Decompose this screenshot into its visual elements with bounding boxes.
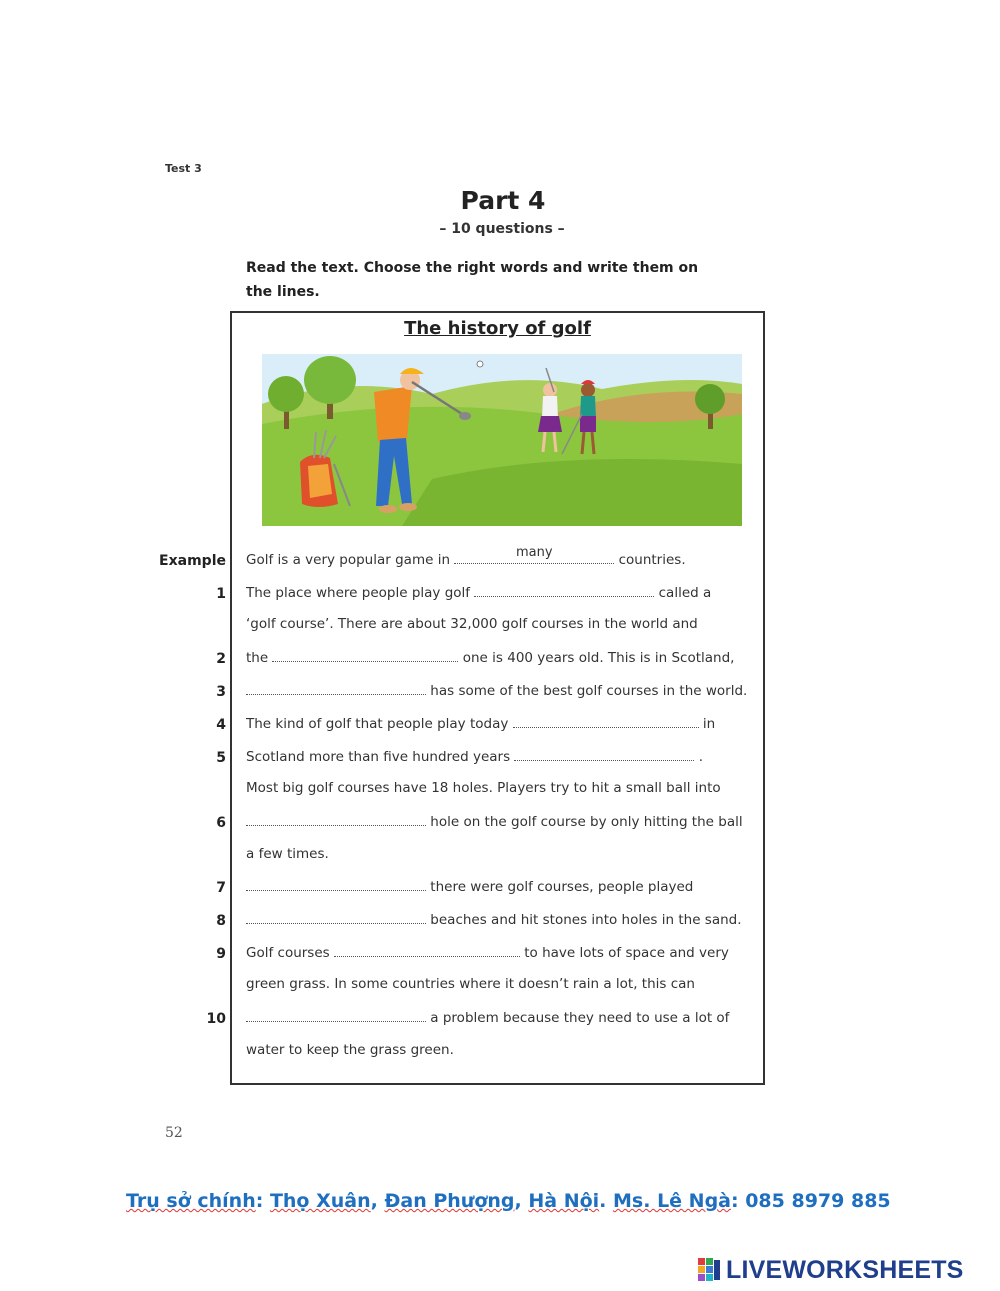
instructions: Read the text. Choose the right words and write them on the lines. bbox=[246, 260, 699, 300]
question-number: 5 bbox=[216, 750, 226, 766]
passage-text: green grass. In some countries where it doesn’t rain a lot, this can bbox=[246, 976, 695, 992]
answer-blank[interactable] bbox=[246, 1009, 426, 1022]
question-number: 7 bbox=[216, 880, 226, 896]
golf-illustration bbox=[262, 354, 742, 526]
answer-blank[interactable] bbox=[334, 944, 520, 957]
liveworksheets-logo-icon bbox=[698, 1258, 722, 1282]
example-answer: many bbox=[516, 545, 553, 560]
passage-text: Golf is a very popular game in bbox=[246, 552, 455, 568]
passage-text: there were golf courses, people played bbox=[426, 879, 694, 895]
passage-line bbox=[246, 649, 766, 666]
answer-blank[interactable] bbox=[513, 715, 699, 728]
question-number: 9 bbox=[216, 946, 226, 962]
answer-blank[interactable] bbox=[246, 813, 426, 826]
passage-text: to have lots of space and very bbox=[519, 945, 729, 961]
passage-line bbox=[246, 878, 766, 895]
passage-text: ‘golf course’. There are about 32,000 golf courses in the world and bbox=[246, 616, 698, 632]
passage-line bbox=[246, 616, 766, 632]
test-label: Test 3 bbox=[165, 162, 202, 175]
answer-blank[interactable] bbox=[514, 748, 694, 761]
answer-blank[interactable] bbox=[272, 649, 458, 662]
passage-line bbox=[246, 944, 766, 961]
question-number: 8 bbox=[216, 913, 226, 929]
passage-line bbox=[246, 682, 766, 699]
passage-text: in bbox=[698, 716, 716, 732]
passage-line bbox=[246, 1042, 766, 1058]
footer-address-part: Hà Nội bbox=[528, 1190, 600, 1212]
part-subtitle: – 10 questions – bbox=[439, 221, 565, 237]
passage-line bbox=[246, 1009, 766, 1026]
footer-address-part: Ms. Lê Ngà bbox=[613, 1190, 731, 1212]
footer-address-part: , bbox=[370, 1190, 385, 1212]
passage-text: The kind of golf that people play today bbox=[246, 716, 513, 732]
question-number: 6 bbox=[216, 815, 226, 831]
passage-text: countries. bbox=[614, 552, 686, 568]
passage-text: Most big golf courses have 18 holes. Players try to hit a small ball into bbox=[246, 780, 721, 796]
passage-text: hole on the golf course by only hitting the ball bbox=[426, 814, 743, 830]
passage-line bbox=[246, 976, 766, 992]
question-number: 10 bbox=[206, 1011, 226, 1027]
answer-blank[interactable] bbox=[246, 878, 426, 891]
passage-text: one is 400 years old. This is in Scotland, bbox=[458, 650, 735, 666]
footer-address-part: Trụ sở chính bbox=[126, 1190, 256, 1212]
answer-blank[interactable] bbox=[246, 682, 426, 695]
golf-ball bbox=[477, 361, 483, 367]
page-number: 52 bbox=[165, 1125, 183, 1141]
passage-text: beaches and hit stones into holes in the sand. bbox=[426, 912, 742, 928]
question-number: 3 bbox=[216, 684, 226, 700]
footer-address-part: Đan Phượng bbox=[384, 1190, 515, 1212]
passage-line bbox=[246, 584, 766, 601]
passage-title: The history of golf bbox=[404, 318, 591, 339]
passage-text: the bbox=[246, 650, 273, 666]
passage-line bbox=[246, 780, 766, 796]
passage-line bbox=[246, 911, 766, 928]
passage-text: a few times. bbox=[246, 846, 329, 862]
passage-line bbox=[246, 545, 766, 568]
passage-line bbox=[246, 748, 766, 765]
part-title: Part 4 bbox=[460, 186, 546, 215]
example-label: Example bbox=[159, 553, 226, 569]
passage-text: has some of the best golf courses in the world. bbox=[426, 683, 748, 699]
footer-address-part: Thọ Xuân bbox=[269, 1190, 371, 1212]
passage-text: called a bbox=[654, 585, 712, 601]
answer-blank[interactable] bbox=[474, 584, 654, 597]
passage-text: water to keep the grass green. bbox=[246, 1042, 454, 1058]
question-number: 2 bbox=[216, 651, 226, 667]
question-number: 1 bbox=[216, 586, 226, 602]
footer-address-part: : 085 8979 885 bbox=[731, 1190, 891, 1212]
passage-text: . bbox=[694, 749, 703, 765]
example-answer-blank bbox=[454, 545, 614, 564]
question-number: 4 bbox=[216, 717, 226, 733]
passage-text: a problem because they need to use a lot of bbox=[426, 1010, 730, 1026]
brand-logo-group bbox=[698, 1255, 964, 1285]
passage-line bbox=[246, 813, 766, 830]
passage-line bbox=[246, 846, 766, 862]
footer-address-part: : bbox=[255, 1190, 270, 1212]
passage-text: Scotland more than five hundred years bbox=[246, 749, 515, 765]
footer-address-part: , bbox=[514, 1190, 529, 1212]
passage-line bbox=[246, 715, 766, 732]
passage-text: The place where people play golf bbox=[246, 585, 475, 601]
footer-address bbox=[126, 1190, 891, 1212]
answer-blank[interactable] bbox=[246, 911, 426, 924]
brand-name: LIVEWORKSHEETS bbox=[726, 1255, 964, 1284]
passage-text: Golf courses bbox=[246, 945, 334, 961]
footer-address-part: . bbox=[599, 1190, 614, 1212]
